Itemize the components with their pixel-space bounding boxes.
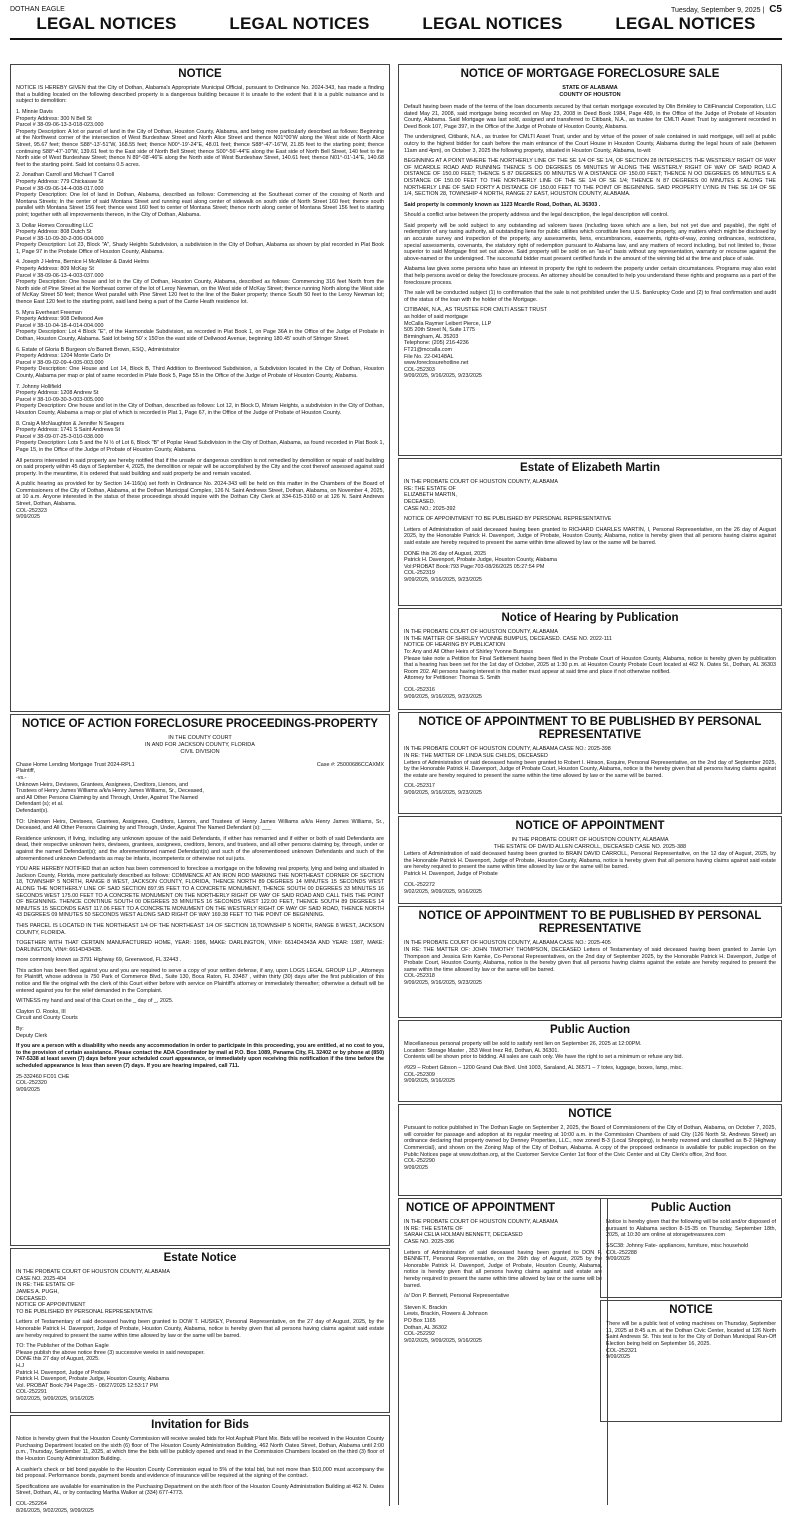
text-line: Patrick H. Davenport, Probate Judge, Houston County, Alabama	[404, 557, 558, 564]
text-line: 9/09/2025	[404, 1164, 428, 1171]
text-line: FT21@mccalla.com	[404, 346, 453, 353]
text-line: COL-252292	[404, 1331, 435, 1338]
text-line: IN THE PROBATE COURT OF HOUSTON COUNTY, ALABAMA	[404, 629, 558, 636]
auction-unit: #929 – Robert Gibson – 1200 Grand Oak Blvd. Unit 1003, Saraland, AL 36571 – 7 totes, luggage, boxes, lamp, misc.	[404, 1065, 683, 1071]
text-line: Unknown Heirs, Devisees, Grantees, Assignees, Creditors, Lienors, and	[16, 781, 188, 788]
notice-paragraph: A cashier's check or bid bond payable to the Houston County Commission equal to 5% of the total bid, but not more than $10,000 must accompany the bid proposal. Performance bonds, payment bonds and evidence of insurance will be required at the signing of the contract.	[16, 1466, 384, 1480]
notice-refs	[16, 508, 384, 521]
appointment-notice-childs	[398, 712, 782, 814]
text-line: IN THE PROBATE COURT OF HOUSTON COUNTY, ALABAMA	[404, 479, 558, 486]
notice-title: Estate Notice	[163, 1252, 237, 1264]
text-line: -vs.-	[16, 775, 27, 782]
property-description: Property Description: A lot or parcel of land in the City of Dothan, Houston County, Alabama, and being more particularly described as follows: Beginning at the Northwest corner of the intersection of West Burdeshaw Street and North Alice Street and thence N01°00'W along the West side of North Alice Street, 95.67 feet; thence S88°-13'-51"W, 168.55 feet; thence N00°-19'-24"E, 48.01 feet; thence S88°-47'-16"W, 21.85 feet to the starting point; thence continuing S88°-47'-10"W, 139.61 feet to the East side of North Bell Street; thence S00°-56'-44"E along the East side of North Bell Street, 140 feet to the North side of West Burdeshaw Street; thence N 89°-08'-46"E along the North side of West Burdeshaw Street, 140.61 feet; thence N01°-01'-14"E, 140.68 feet to the starting point. Said lot contains 0.5 acres.	[16, 128, 384, 168]
text-line: COL-252291	[16, 1389, 47, 1396]
court-line: IN THE PROBATE COURT OF HOUSTON COUNTY, ALABAMA	[511, 837, 669, 844]
property-description: Property Description: Lots 5 and the N ½ of Lot 6, Block "B" of Poplar Head Subdivision in the City of Dothan, Alabama, as found recorded in Plat Book 1, Page 15, in the Office of the Judge of Probate of Houston County, Alabama.	[16, 440, 384, 453]
text-line: McCalla Raymer Leibert Pierce, LLP	[404, 320, 492, 327]
state-line: STATE OF ALABAMA	[562, 85, 618, 92]
property-item	[16, 347, 384, 380]
hearing-footer	[404, 675, 776, 700]
notice-title: Public Auction	[549, 1024, 631, 1036]
text-line: DECEASED.	[404, 499, 436, 505]
text-line: NOTICE OF APPOINTMENT	[16, 1302, 86, 1309]
notice-title: Invitation for Bids	[151, 1419, 249, 1431]
property-address: Property Address: 809 McKay St	[16, 266, 94, 273]
text-line: COL-252316	[404, 686, 435, 693]
text-line: COL-252290	[404, 1158, 435, 1165]
text-line: TO: The Publisher of the Dothan Eagle	[16, 1343, 109, 1350]
notice-title: NOTICE OF ACTION FORECLOSURE PROCEEDINGS-PROPERTY	[21, 718, 379, 730]
notice-paragraph: more commonly known as 3791 Highway 69, Greenwood, FL 32443 .	[16, 957, 182, 964]
case-caption	[16, 762, 384, 769]
text-line: 9/09/2025, 9/16/2025, 9/23/2025	[404, 790, 482, 796]
text-line: Defendant (s); et al.	[16, 801, 64, 808]
publish-dates: 9/09/2025	[16, 1086, 40, 1093]
section-headers	[10, 14, 782, 36]
text-line: COL-252309	[404, 1071, 435, 1078]
col-number: COL-252264	[16, 1500, 47, 1507]
section-header: LEGAL NOTICES	[36, 14, 177, 33]
property-owner: 5. Myra Everheart Freeman	[16, 309, 82, 316]
text-line: Lewis, Brackin, Flowers & Johnson	[404, 1311, 488, 1318]
text-line: Plaintiff,	[16, 768, 36, 775]
trustee-signature	[404, 307, 776, 380]
page-number: C5	[769, 4, 782, 15]
notice-body: Pursuant to notice published in The Dothan Eagle on September 2, 2025, the Board of Commissioners of the City of Dothan, Alabama, on October 7, 2025, will consider for passage and adoption at its regular meeting at 10:00 a.m. in the Commission Chambers of said City (126 North St. Andrews Street) an ordinance declaring that property owned by Denney Properties, LLC., now zoned B-3 (Local Shopping), is hereby rezoned and classified as B-2 (Highway Commercial), and shown on the Zoning Map of the City of Dothan, Alabama. A copy of the proposed ordinance is available for public inspection on the Public Notices page at www.dothan.org, at the Customer Service Center 1st floor of the Civic Center and at City Clerk's office, 2nd floor.	[404, 1125, 776, 1158]
auction-footer	[606, 1243, 776, 1263]
property-owner: 3. Dollar Homes Consulting LLC	[16, 222, 94, 229]
notice-heading: NOTICE OF APPOINTMENT TO BE PUBLISHED BY PERSONAL REPRESENTATIVE	[404, 516, 612, 523]
public-auction-2-notice	[600, 1198, 782, 1298]
parcel-number: Parcel # 38-09-06-13-3-018-023.000	[16, 122, 104, 129]
estate-notice	[10, 1248, 390, 1413]
text-line: COL-252288	[606, 1249, 637, 1256]
deputy-title: Deputy Clerk	[16, 1032, 48, 1039]
rezoning-notice	[398, 1104, 782, 1196]
property-item	[16, 310, 384, 343]
text-line: 9/09/2025, 9/16/2025	[404, 1078, 455, 1085]
text-line: Birmingham, AL 35203	[404, 333, 459, 340]
text-line: as holder of said mortgage	[404, 314, 468, 320]
property-owner: 7. Johnny Hollifield	[16, 383, 62, 390]
property-owner: 2. Jonathan Carroll and Michael T Carroll	[16, 172, 115, 179]
public-auction-notice	[398, 1020, 782, 1102]
text-line: 9/09/2025, 9/16/2025, 9/23/2025	[404, 980, 482, 986]
case-header	[404, 746, 776, 759]
estate-header	[404, 1219, 602, 1245]
property-owner: 6. Estate of Gloria B Burgeon c/o Barrett Brown, ESQ., Administrator	[16, 346, 180, 353]
property-item	[16, 172, 384, 218]
notice-paragraph: Specifications are available for examination in the Purchasing Department on the sixth floor of the Houston County Administration Building at 462 N. Oates Street, Dothan, AL, or by contacting Martha Walker at (334) 677-4773.	[16, 1483, 384, 1497]
notice-paragraph: Said property will be sold subject to any outstanding ad valorem taxes (including taxes which are a lien, but not yet due and payable), the right of redemption of any taxing authority, all outstanding liens for public utilities which constitute liens upon the property, any matters which might be disclosed by an accurate survey and inspection of the property, any assessments, liens, encumbrances, easements, rights-of-way, zoning ordinances, restrictions, special assessments, covenants, the statutory right of redemption pursuant to Alabama law, and any matters of record including, but not limited to, those superior to said Mortgage first set out above. Said property will be sold on an "as-is" basis without any representation, warranty or recourse against the above-named or the undersigned. The successful bidder must present certified funds in the amount of the winning bid at the time and place of sale.	[404, 222, 776, 262]
text-line: Dothan, AL 36302	[404, 1324, 447, 1331]
notice-title: NOTICE	[669, 1304, 713, 1316]
text-line: DONE this 27 day of August, 2025.	[16, 1356, 100, 1363]
property-address: Property Address: 808 Dutch St	[16, 229, 92, 236]
notice-paragraph: Residence unknown, if living, including any unknown spouse of the said Defendants, if either has remarried and if either or both of said Defendants are dead, their respective unknown heirs, devisees, grantees, assignees, creditors, lienors, and trustees, and all other persons claiming by, through, under or against the named Defendant(s); and the aforementioned named Defendant(s) and such of the aforementioned unknown Defendants and such of the aforementioned unknown Defendants as may be infants, incompetents or otherwise not sui juris.	[16, 835, 384, 862]
text-line: COL-252319	[404, 570, 435, 577]
text-line: NOTICE OF HEARING BY PUBLICATION	[404, 642, 506, 649]
notice-refs	[16, 1074, 384, 1094]
text-line: COL-252321	[606, 1347, 637, 1354]
notice-title: NOTICE	[178, 68, 222, 80]
property-owner: 4. Joseph J Helms, Bernice H McAllister & David Helms	[16, 259, 150, 266]
property-list	[16, 109, 384, 454]
notice-title: Estate of Elizabeth Martin	[520, 462, 660, 474]
property-item	[16, 223, 384, 256]
notice-body: Notice is hereby given that the following will be sold and/or disposed of pursuant to Alabama section 8-15-35 on Thursday, September 18th, 2025, at 10:30 am online at storagetreasures.com	[606, 1219, 776, 1239]
right-column	[398, 64, 782, 1504]
text-line: To: Any and All Other Heirs of Shirley Yvonne Bumpus	[404, 649, 534, 655]
ada-notice: If you are a person with a disability who needs any accommodation in order to participate in this proceeding, you are entitled, at no cost to you, to the provision of certain assistance. Please contact the ADA Coordinator by mail at P.O. Box 1089, Panama City, FL 32402 or by phone at (850) 747-5338 at least seven (7) days before your scheduled court appearance, or immediately upon receiving this notification if the time before the scheduled appearance is less than seven (7) days. If you are hearing impaired, call 711.	[16, 1043, 384, 1069]
notice-title: Notice of Hearing by Publication	[501, 612, 679, 624]
parcel-number: Parcel # 38-09-06-14-4-008-017.000	[16, 185, 104, 192]
auction-location: Location: Storage Master , 353 West Inez Rd, Dothan, AL 36301.	[404, 1047, 559, 1054]
text-line: 9/02/2025, 9/09/2025, 9/16/2025	[404, 1337, 482, 1344]
text-line: ELIZABETH MARTIN,	[404, 492, 457, 499]
text-line: CASE NO. 2025-404	[16, 1275, 67, 1282]
property-address: Property Address: 1741 S Saint Andrews St	[16, 427, 120, 434]
by-label: By:	[16, 1026, 24, 1033]
parcel-number: Parcel # 38-09-02-09-4-005-003.000	[16, 359, 104, 366]
foreclosure-action-notice	[10, 714, 390, 1246]
property-owner: 1. Minnie Davis	[16, 109, 53, 115]
parcel-number: Parcel # 38-10-09-30-3-003-005.000	[16, 396, 104, 403]
text-line: Patrick H. Davenport, Probate Judge, Houston County, Alabama	[16, 1376, 170, 1383]
mortgage-foreclosure-sale	[398, 64, 782, 456]
notice-title: NOTICE OF MORTGAGE FORECLOSURE SALE	[460, 68, 720, 80]
notice-paragraph: Alabama law gives some persons who have an interest in property the right to redeem the property under certain circumstances. Programs may also exist that help persons avoid or delay the foreclosure process. An attorney should be consulted to help you understand these rights and programs as a part of the foreclosure process.	[404, 266, 776, 286]
county-line: COUNTY OF HOUSTON	[559, 92, 621, 99]
text-line: Vol. PROBAT Book:794 Page:35 - 08/27/2025 12:53:17 PM	[16, 1382, 158, 1389]
text-line: COL-252318	[404, 973, 435, 980]
notice-paragraph: BEGINNING AT A POINT WHERE THE NORTHERLY LINE OF THE SE 1/4 OF SE 1/4, OF SECTION 28 INTERSECTS THE WESTERLY RIGHT OF WAY OF MCARDLE ROAD AND RUNNING THENCE S OO DEGREES 05 MINUTES W ALONG THE WESTERLY RIGHT OF WAY OF SAID ROAD A DISTANCE OF 150.00 FEET; THENCE S 87 DEGREES 00 MINUTES W A DISTANCE OF 150.00 FEET; THENCE N OO DEGREES 05 MINUTES E A DISTANCE OF 150.00 FEET TO THE NORTHERLY LINE OF THE SE 1/4 OF SE 1/4; THENCE N 87 DEGREES 00 MINUTES E ALONG THE NORTHERLY LINE OF SAID FORTY A DISTANCE OF 150.00 FEET TO THE POINT OF BEGINNING. SAID PROPERTY LYING IN THE SE 1/4 OF SE 1/4, SECTION 28, TOWNSHIP 4 NORTH, RANGE 27 EAST, HOUSTON COUNTY, ALABAMA.	[404, 158, 776, 198]
case-header	[404, 940, 776, 947]
notice-title: NOTICE OF APPOINTMENT TO BE PUBLISHED BY PERSONAL REPRESENTATIVE	[418, 910, 762, 936]
page-date: Tuesday, September 9, 2025 | C5	[670, 4, 782, 15]
estate-footer	[16, 1343, 384, 1402]
hearing-header	[404, 629, 776, 655]
text-line: 9/02/2025, 9/09/2025, 9/16/2025	[404, 888, 482, 895]
text-line: CITIBANK, N.A., AS TRUSTEE FOR CMLTI ASSET TRUST	[404, 307, 548, 314]
court-name	[16, 735, 384, 756]
estate-header	[16, 1269, 384, 1315]
property-address: Said property is commonly known as 1123 Mcardle Road, Dothan, AL 36303 .	[404, 201, 601, 208]
text-line: File No. 22-04148AL	[404, 353, 454, 360]
case-footer	[404, 783, 776, 796]
estate-header	[404, 479, 776, 512]
parcel-number: Parcel # 38-10-09-30-2-006-004.000	[16, 235, 104, 242]
text-line: IN RE: THE MATTER OF LINDA SUE CHILDS, DECEASED	[404, 753, 548, 760]
property-owner: 8. Craig A McNaughton & Jennifer N Seagers	[16, 420, 125, 427]
auction-terms: Contents will be shown prior to bidding. All sales are cash only. We have the right to set a minimum or refuse any bid.	[404, 1054, 684, 1061]
notice-body: Letters of Administration of said deceased having been granted to RICHARD CHARLES MARTIN, I, Personal Representative, on the 26 day of August 2025, by the Honorable Patrick H. Davenport, Judge of Probate, Houston County, Alabama, notice is hereby given that all persons having claims against said estate are hereby required to present the same within time allowed by law or the same will be barred.	[404, 526, 776, 546]
notice-refs	[16, 1501, 384, 1514]
text-line: COL-252272	[404, 882, 435, 889]
text-line: IN THE MATTER OF SHIRLEY YVONNE BUMPUS, DECEASED. CASE NO. 2022-111	[404, 635, 612, 642]
file-number: 25-332460 FC01 CHE	[16, 1073, 70, 1080]
parcel-number: Parcel # 38-10-04-18-4-014-004.000	[16, 322, 104, 329]
notice-title: NOTICE OF APPOINTMENT	[515, 820, 665, 832]
text-line: SSC38: Johnny Fate- appliances, furniture, misc household	[606, 1243, 749, 1249]
property-address: Property Address: 300 N Bell St	[16, 115, 92, 122]
notice-paragraph: A public hearing as provided for by Section 14-116(a) set forth in Ordinance No. 2024-343 will be held on this matter in the Chambers of the Board of Commissioners of the City of Dothan, Alabama, at the Dothan Municipal Complex, 126 N. Saint Andrews Street, Dothan, Alabama, on November 4, 2025, at 10 a.m. Anyone interested in the status of these proceedings should inquire with the Dothan City Clerk at 334-615-3160 or at 126 N. Saint Andrews Street, Dothan, Alabama.	[16, 481, 384, 508]
court-line: IN AND FOR JACKSON COUNTY, FLORIDA	[145, 742, 255, 749]
notice-title: NOTICE	[568, 1108, 612, 1120]
notice-body: Please take note a Petition for Final Settlement having been filed in the Probate Court of Houston County, Alabama, notice is hereby given by publication that a hearing has been set for the 1st day of October, 2025 at 1:30 p.m. at Houston County Probate Court located at 462 N. Oates St., Dothan, AL 36303 Room 202. All persons having interest in this matter must appear at said time and place if not otherwise notified.	[404, 655, 776, 675]
notice-title: NOTICE OF APPOINTMENT TO BE PUBLISHED BY PERSONAL REPRESENTATIVE	[418, 716, 762, 742]
estate-martin-notice	[398, 458, 782, 606]
text-line: TO BE PUBLISHED BY PERSONAL REPRESENTATIVE	[16, 1308, 153, 1315]
property-item	[16, 259, 384, 305]
court-line: THE ESTATE OF DAVID ALLEN CARROLL, DECEASED CASE NO. 2025-388	[493, 844, 687, 851]
text-line: 505 20th Street N, Suite 1775	[404, 327, 476, 334]
text-line: IN THE PROBATE COURT OF HOUSTON COUNTY, ALABAMA CASE NO.: 2025-398	[404, 746, 611, 753]
text-line: /s/ Don P. Bennett, Personal Representative	[404, 1293, 510, 1300]
notice-intro: NOTICE IS HEREBY GIVEN that the City of Dothan, Alabama's Appropriate Municipal Official, pursuant to Ordinance No. 2024-343, has made a finding that a building located on the following described property is a dangerous building because it is unsafe to the extent that it is a public nuisance and is subject to demolition:	[16, 85, 384, 105]
text-line: CASE NO. 2025-396	[404, 1239, 455, 1245]
text-line: 9/09/2025, 9/16/2025, 9/23/2025	[404, 693, 482, 700]
property-item	[16, 109, 384, 168]
text-line: 9/02/2025, 9/09/2025, 9/16/2025	[16, 1395, 94, 1402]
text-line: 9/09/2025, 9/16/2025, 9/23/2025	[404, 576, 482, 583]
text-line: Please publish the above notice three (3) successive weeks in said newspaper.	[16, 1349, 205, 1356]
notice-footer	[606, 1348, 776, 1361]
case-footer	[404, 871, 776, 896]
text-line: SARAH CELIA HOLMAN BENNETT, DECEASED	[404, 1232, 523, 1239]
court-line: CIVIL DIVISION	[180, 748, 220, 755]
notice-paragraph: Default having been made of the terms of the loan documents secured by that certain mortgage executed by Olin Brinkley to CitiFinancial Corporation, LLC dated May 21, 2008, said mortgage being recorded on May 23, 2008 in Deed Book 1984, Page 489, in the Office of the Judge of Probate of Houston County, Alabama. Said Mortgage was last sold, assigned and transferred to Citibank, N.A., as trustee for CMLTI Asset Trust by assignment recorded in Deed Book 107, Page 397, in the Office of the Judge of Probate of Houston County, Alabama.	[404, 103, 776, 130]
case-footer	[404, 973, 776, 986]
property-description: Property Description: Lot 23, Block "A", Shady Heights Subdivision, a subdivision in the City of Dothan, Alabama as shown by plat recorded in Plat Book 1, Page 97 in the Probate Office of Houston County, Alabama.	[16, 242, 384, 255]
text-line: DONE this 26 day of August, 2025	[404, 550, 487, 557]
notice-body: IN RE: THE MATTER OF: JOHN TIMOTHY THOMPSON, DECEASED Letters of Testamentary of said deceased having been granted to Jamie Lyn Thompson and Jessica Erin Kamke, Co-Personal Representatives, on the 2nd day of September 2025, by the Honorable Patrick H. Davenport, Judge of Probate Court, Houston County, Alabama, notice is the hereby given that all persons having claims against the estate are hereby required to present the same within the time allowed by law or the same will be barred.	[404, 947, 776, 973]
parties-list	[16, 768, 384, 814]
court-line: IN THE COUNTY COURT	[168, 735, 232, 742]
publish-dates: 8/26/2025, 9/02/2025, 9/09/2025	[16, 1507, 94, 1514]
plaintiff-name: Chase Home Lending Mortgage Trust 2024-RPL1	[16, 761, 135, 768]
property-description: Property Description: One House and Lot 14, Block B, Third Addition to Brentwood Subdivision, a Subdivision located in the City of Dothan, Houston County, Alabama per map or plat of same recorded in Plate Book 5, Page 55 in the Office of the Judge of Probate of Houston County, Alabama.	[16, 366, 384, 379]
notice-paragraph: THIS PARCEL IS LOCATED IN THE NORTHEAST 1/4 OF THE NORTHEAST 1/4 OF SECTION 18,TOWNSHIP 5 NORTH, RANGE 8 WEST, JACKSON COUNTY, FLORIDA.	[16, 922, 384, 936]
notice-paragraph: All persons interested in said property are hereby notified that if the unsafe or dangerous condition is not remedied by demolition or repair of said building on said property within 45 days of September 4, 2025, the demolition or repair will be accomplished by the City and the cost thereof assessed against said property. In the meantime, it is ordered that said building and said property be and remain vacated.	[16, 457, 384, 477]
jurisdiction	[404, 85, 776, 99]
deputy-signature	[16, 1026, 384, 1039]
section-header: LEGAL NOTICES	[615, 14, 756, 33]
property-description: Property Description: Lot 4 Block "E", of the Harmondale Subdivision, as recorded in Plat Book 1, on Page 36A in the Office of the Judge of Probate in Dothan, Houston County, Alabama. Said lot being 50' x 150'on the east side of Dellwood Avenue, beginning 180.45' south of Stringer Street.	[16, 329, 384, 342]
text-line: Trustees of Henry James Williams a/k/a Henry James Williams, Sr., Deceased,	[16, 788, 204, 795]
text-line: IN RE: THE ESTATE OF	[16, 1282, 75, 1289]
notice-title: NOTICE OF APPOINTMENT	[406, 1202, 556, 1214]
text-line: IN THE PROBATE COURT OF HOUSTON COUNTY, ALABAMA	[404, 1219, 558, 1226]
notice-paragraph: The sale will be conducted subject (1) to confirmation that the sale is not prohibited under the U.S. Bankruptcy Code and (2) to final confirmation and audit of the status of the loan with the holder of the Mortgage.	[404, 290, 776, 303]
text-line: Patrick H. Davenport, Judge of Probate	[404, 870, 498, 877]
notice-body: Letters of Administration of said deceased having been granted to DON P. BENNETT, Personal Representative, on the 26th day of August, 2025 by the Honorable Patrick H. Davenport, Judge of Probate, Houston County, Alabama, notice is hereby given that all persons having claims against said estate are hereby required to present the same within time allowed by law or the same will be barred.	[404, 1249, 602, 1289]
text-line: RE: THE ESTATE OF	[404, 485, 456, 492]
notice-paragraph: TOGETHER WITH THAT CERTAIN MANUFACTURED HOME, YEAR: 1986, MAKE: DARLINGTON, VIN#: 6614D4343A AND YEAR: 1987, MAKE: DARLINGTON, VIN#: 6614D4343B.	[16, 940, 384, 953]
text-line: Patrick H. Davenport, Judge of Probate	[16, 1369, 110, 1376]
notice-paragraph: The undersigned, Citibank, N.A., as trustee for CMLTI Asset Trust, under and by virtue of the power of sale contained in said mortgage, will sell at public outcry to the highest bidder for cash before the main entrance of the Court House in Houston County, Alabama during the legal hours of sale (between 11am and 4pm), on October 3, 2025 the following property, situated in Houston County, Alabama, to-wit:	[404, 134, 776, 154]
property-item	[16, 421, 384, 454]
auction-footer	[404, 1072, 776, 1085]
appointment-notice-bennett	[398, 1198, 608, 1505]
text-line: Telephone: (205) 216-4236	[404, 340, 469, 347]
notice-paragraph: This action has been filed against you and you are required to serve a copy of your written defense, if any, upon LOGS LEGAL GROUP LLP , Attorneys for Plaintiff, whose address is 750 Park of Commerce Blvd., Suite 130, Boca Raton, FL 33487 , within thirty (30) days after the first publication of this notice and file the original with the clerk of this Court either before with service on Plaintiff's attorney or immediately thereafter; otherwise a default will be entered against you for the relief demanded in the Complaint.	[16, 967, 384, 994]
text-line: COL-252303	[404, 366, 435, 373]
property-description: Property Description: One house and lot in the City of Dothan, Houston County, Alabama, described as follows: Commencing 316 feet North from the North side of Pine Street at the Northeast corner of the lot of Leroy Newman, on the West side of McKay Street; thence running North along the West side of McKay Street 50 feet; thence West parallel with Pine Street 120 feet to the line of the Baker property; thence South 50 feet to the Leroy Newman lot; thence East 120 feet to the starting point, said land being a part of the Carrie Heath residence lot.	[16, 279, 384, 306]
notice-body: Letters of Testamentary of said deceased having been granted to DOW T. HUSKEY, Personal Representative, on the 27 day of August, 2025, by the Honorable Patrick H. Davenport, Judge of Probate, Houston County, Alabama, notice is hereby given that all persons having claims against said estate are hereby required to present the same within time allowed by law or the same will be barred.	[16, 1319, 384, 1339]
clerk-title: Circuit and County Courts	[16, 1015, 78, 1022]
section-header: LEGAL NOTICES	[422, 14, 563, 33]
appointment-notice-carroll	[398, 816, 782, 904]
property-address: Property Address: 908 Dellwood Ave	[16, 316, 104, 323]
notice-footer	[404, 1158, 776, 1171]
text-line: DECEASED.	[16, 1295, 48, 1302]
notice-paragraph: Notice is hereby given that the Houston County Commission will receive sealed bids for Hot Asphalt Plant Mix. Bids will be received in the Houston County Purchasing Department located on the sixth (6) floor of The Houston County Administration Building, 462 North Oates Street, Dothan, Alabama until 2:00 p.m., Thursday, September 11, 2025, at which time the bids will be publicly opened and read in the Commission Chambers located on the third (3) floor of the Houston County Administration Building.	[16, 1436, 384, 1462]
text-line: Defendant(s).	[16, 808, 49, 814]
text-line: Vol:PROBAT Book:793 Page:703-08/26/2025 05:27:54 PM	[404, 563, 545, 570]
property-item	[16, 384, 384, 417]
section-header: LEGAL NOTICES	[229, 14, 370, 33]
notice-body: Letters of Administration of said deceased having been granted to Robert I. Hinson, Esquire, Personal Representative, on the 2nd day of September 2025, by the Honorable Patrick H. Davenport, Judge of Probate Court, Houston County, Alabama, notice is the hereby given that all persons having claims against the estate are hereby required to present the same within the time allowed by law or the same will be barred.	[404, 759, 776, 779]
text-line: PO Box 1165	[404, 1317, 436, 1324]
appointment-notice-thompson	[398, 906, 782, 1018]
date-text: Tuesday, September 9, 2025	[670, 7, 761, 14]
estate-footer	[404, 1293, 602, 1344]
notice-paragraph: WITNESS my hand and seal of this Court on the _ day of _, 2025.	[16, 998, 174, 1005]
text-line: IN RE: THE ESTATE OF	[404, 1225, 463, 1232]
publish-dates: 9/09/2025	[16, 514, 40, 521]
demolition-notice	[10, 64, 390, 712]
notice-title: Public Auction	[650, 1202, 732, 1214]
col-number: COL-252323	[16, 507, 47, 514]
property-address: Property Address: 1208 Andrew St	[16, 390, 99, 397]
estate-footer	[404, 551, 776, 584]
notice-paragraph: TO: Unknown Heirs, Devisees, Grantees, Assignees, Creditors, Lienors, and Trustees of Henry James Williams a/k/a Henry James Williams, Sr., Deceased, and All Other Persons Claiming by and Through, Under, Against The Named Defendant (s): ___	[16, 818, 384, 832]
text-line: COL-252317	[404, 783, 435, 790]
clerk-name: Clayton O. Rooks, III	[16, 1008, 66, 1015]
property-address: Property Address: 1204 Monte Carlo Dr	[16, 353, 111, 360]
text-line: JAMES A. PUGH,	[16, 1289, 59, 1295]
voting-notice	[600, 1300, 782, 1422]
text-line: CASE NO.: 2025-392	[404, 505, 456, 512]
header-rule	[10, 38, 782, 40]
auction-date: Miscellaneous personal property will be sold to satisfy rent lien on September 26, 2025 at 12:00PM.	[404, 1041, 642, 1048]
paper-name: DOTHAN EAGLE	[10, 6, 65, 13]
property-address: Property Address: 779 Chickasaw St	[16, 178, 104, 185]
notice-paragraph: YOU ARE HEREBY NOTIFIED that an action has been commenced to foreclose a mortgage on the following real property, lying and being and situated in Jackson County, Florida, more particularly described as follows: COMMENCE AT AN IRON ROD MARKING THE NORTHEAST CORNER OF SECTION 18, TOWNSHIP 5 NORTH, RANGE 8 WEST, JACKSON COUNTY, FLORIDA, THENCE NORTH 89 DEGREES 14 MINUTES 15 SECONDS WEST ALONG THE NORTHERLY LINE OF SAID SECTION 897.95 FEET TO A CONCRETE MONUMENT, THENCE SOUTH 00 DEGREES 33 MINUTES 16 SECONDS WEST 175.00 FEET TO A CONCRETE MONUMENT ON THE NORTHERLY RIGHT OF WAY OF SAID ROAD AND CALL THIS THE POINT OF BEGINNING. THENCE CONTINUE SOUTH 00 DEGREES 33 MINUTES 16 SECONDS WEST 122.00 FEET, THENCE SOUTH 89 DEGREES 14 MINUTES 15 SECONDS EAST 117.06 FEET TO A CONCRETE MONUMENT ON THE WESTERLY RIGHT OF WAY OF SAID ROAD, THENCE NORTH 43 DEGREES 09 MINUTES 50 SECONDS WEST ALONG SAID RIGHT OF WAY 169.38 FEET TO THE POINT OF BEGINNING.	[16, 866, 384, 919]
text-line: Attorney for Petitioner: Thomas S. Smith	[404, 675, 501, 682]
text-line: 9/09/2025	[606, 1256, 630, 1263]
text-line: www.foreclosurehotline.net	[404, 360, 469, 367]
text-line: and All Other Persons Claiming by and Through, Under, Against The Named	[16, 794, 198, 801]
left-column	[10, 64, 390, 1514]
text-line: IN THE PROBATE COURT OF HOUSTON COUNTY, ALABAMA CASE NO.: 2025-405	[404, 940, 611, 947]
notice-paragraph: Should a conflict arise between the property address and the legal description, the legal description will control.	[404, 212, 669, 219]
parcel-number: Parcel # 38-09-06-13-4-003-037.000	[16, 272, 104, 279]
property-description: Property Description: One house and lot in the City of Dothan, described as follows: Lot 12, in Block D, Miriam Heights, a subdivision in the City of Dothan, Houston County, Alabama a map or plat of which is recorded in Plat 1, Page 67, in the Office of the Judge of Probate of Houston County.	[16, 403, 384, 416]
text-line: IN THE PROBATE COURT OF HOUSTON COUNTY, ALABAMA	[16, 1269, 170, 1276]
hearing-publication-notice	[398, 608, 782, 710]
notice-body: Letters of Administration of said deceased having been granted to BRAIN DAVID CARROLL, Personal Representative, on the 12 day of August, 2025, by the Honorable Patrick H. Davenport, Judge of Probate, Houston County, Alabama, notice is hereby given that all persons having claims against said estate are hereby required to present the same within time allowed by law or the same will be barred.	[404, 850, 776, 871]
text-line: H.J	[16, 1362, 25, 1369]
notice-body: There will be a public test of voting machines on Thursday, September 11, 2025 at 8:45 a.m. at the Dothan Civic Center, located at 126 North Saint Andrews St. This test is for the City of Dothan Municipal Run-Off Election being held on September 16, 2025.	[606, 1321, 776, 1347]
case-number: Case #: 25000686CCAXMX	[316, 761, 384, 768]
case-header	[404, 837, 776, 851]
text-line: 9/09/2025	[606, 1354, 630, 1361]
clerk-signature	[16, 1009, 384, 1022]
property-description: Property Description: One lot of land in Dothan, Alabama, described as follows: Commencing at the Southeast corner of the crossing of North and Montana Streets; In the center of said Montana Street and running east along center of sidewalk on south side of North Street 160 feet; thence south parallel with Montana Street 156 feet; thence west 160 feet to center of Montana Street; thence north along center of Montana Street 156 feet to starting point; together with all improvements thereon, in the City of Dothan, Alabama.	[16, 192, 384, 218]
invitation-bids-notice	[10, 1415, 390, 1514]
text-line: 9/09/2025, 9/16/2025, 9/23/2025	[404, 373, 482, 380]
col-number: COL-252320	[16, 1080, 47, 1087]
parcel-number: Parcel # 38-09-07-25-3-010-038.000	[16, 433, 104, 440]
text-line: Steven K. Brackin	[404, 1304, 447, 1311]
